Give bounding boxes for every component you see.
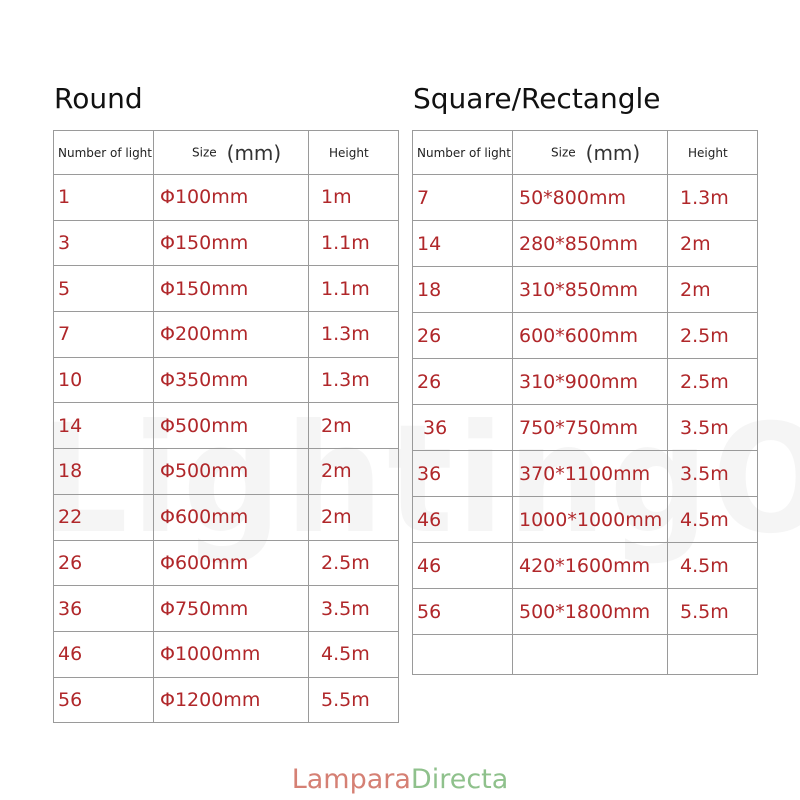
cell-number: 22	[54, 494, 154, 540]
table-row	[54, 449, 399, 495]
cell-number: 46	[413, 497, 513, 543]
table-row	[413, 543, 758, 589]
table-row	[413, 359, 758, 405]
cell-number: 26	[54, 540, 154, 586]
cell-height: 1.1m	[309, 266, 399, 312]
table-row	[413, 221, 758, 267]
table-row	[413, 497, 758, 543]
cell-size: Φ1200mm	[154, 677, 309, 723]
table-row	[413, 405, 758, 451]
cell-height: 2m	[309, 449, 399, 495]
cell-height: 2.5m	[668, 359, 758, 405]
cell-number: 1	[54, 175, 154, 221]
cell-size: Φ100mm	[154, 175, 309, 221]
cell-height: 2m	[309, 494, 399, 540]
cell-size: 420*1600mm	[513, 543, 668, 589]
table-row-empty	[413, 635, 758, 675]
table-row	[54, 631, 399, 677]
cell-height: 2.5m	[668, 313, 758, 359]
table-row	[54, 357, 399, 403]
cell-size: 600*600mm	[513, 313, 668, 359]
square-spec-table	[412, 130, 758, 675]
cell-number: 7	[54, 312, 154, 358]
cell-number: 56	[413, 589, 513, 635]
table-row	[54, 312, 399, 358]
cell-size: 370*1100mm	[513, 451, 668, 497]
cell-empty	[413, 635, 513, 675]
cell-height: 1.1m	[309, 220, 399, 266]
header-number-of-light: Number of light	[54, 131, 154, 175]
cell-height: 5.5m	[668, 589, 758, 635]
header-unit: (mm)	[226, 140, 282, 165]
cell-number: 26	[413, 313, 513, 359]
table-header-row	[413, 131, 758, 175]
cell-number: 3	[54, 220, 154, 266]
cell-number: 7	[413, 175, 513, 221]
cell-size: 500*1800mm	[513, 589, 668, 635]
cell-number: 14	[413, 221, 513, 267]
cell-size: Φ500mm	[154, 403, 309, 449]
cell-number: 46	[413, 543, 513, 589]
cell-empty	[513, 635, 668, 675]
cell-number: 36	[413, 405, 513, 451]
cell-height: 3.5m	[668, 405, 758, 451]
cell-size: Φ200mm	[154, 312, 309, 358]
cell-empty	[668, 635, 758, 675]
table-row	[54, 220, 399, 266]
cell-height: 1m	[309, 175, 399, 221]
cell-height: 2m	[668, 221, 758, 267]
cell-number: 10	[54, 357, 154, 403]
round-spec-table	[53, 130, 399, 723]
table-row	[54, 494, 399, 540]
cell-height: 3.5m	[668, 451, 758, 497]
header-height: Height	[668, 131, 758, 175]
cell-size: Φ750mm	[154, 586, 309, 632]
table-row	[413, 175, 758, 221]
table-row	[54, 175, 399, 221]
cell-size: Φ1000mm	[154, 631, 309, 677]
cell-height: 1.3m	[309, 312, 399, 358]
cell-size: Φ150mm	[154, 266, 309, 312]
cell-size: 310*850mm	[513, 267, 668, 313]
cell-height: 2m	[668, 267, 758, 313]
brand-logo-text: LamparaDirecta	[291, 764, 509, 795]
cell-number: 56	[54, 677, 154, 723]
cell-size: Φ500mm	[154, 449, 309, 495]
table-row	[413, 313, 758, 359]
cell-size: 1000*1000mm	[513, 497, 668, 543]
header-number-of-light: Number of light	[413, 131, 513, 175]
cell-number: 36	[413, 451, 513, 497]
header-size: Size (mm)	[513, 131, 668, 175]
cell-size: Φ600mm	[154, 540, 309, 586]
table-row	[54, 403, 399, 449]
cell-size: 280*850mm	[513, 221, 668, 267]
cell-height: 2.5m	[309, 540, 399, 586]
table-row	[54, 540, 399, 586]
table-row	[413, 589, 758, 635]
table-row	[54, 677, 399, 723]
cell-number: 14	[54, 403, 154, 449]
header-height: Height	[309, 131, 399, 175]
cell-height: 4.5m	[668, 497, 758, 543]
square-section-title: Square/Rectangle	[413, 82, 661, 115]
table-header-row	[54, 131, 399, 175]
cell-number: 5	[54, 266, 154, 312]
cell-number: 18	[54, 449, 154, 495]
cell-size: Φ350mm	[154, 357, 309, 403]
table-row	[413, 451, 758, 497]
cell-height: 5.5m	[309, 677, 399, 723]
cell-size: Φ150mm	[154, 220, 309, 266]
cell-size: 750*750mm	[513, 405, 668, 451]
cell-height: 4.5m	[668, 543, 758, 589]
table-row	[54, 586, 399, 632]
cell-height: 3.5m	[309, 586, 399, 632]
cell-number: 36	[54, 586, 154, 632]
cell-number: 18	[413, 267, 513, 313]
table-row	[54, 266, 399, 312]
cell-number: 46	[54, 631, 154, 677]
cell-height: 4.5m	[309, 631, 399, 677]
cell-number: 26	[413, 359, 513, 405]
header-size: Size (mm)	[154, 131, 309, 175]
header-unit: (mm)	[585, 140, 641, 165]
cell-size: 50*800mm	[513, 175, 668, 221]
cell-height: 1.3m	[309, 357, 399, 403]
cell-size: 310*900mm	[513, 359, 668, 405]
cell-height: 1.3m	[668, 175, 758, 221]
cell-height: 2m	[309, 403, 399, 449]
round-section-title: Round	[54, 82, 143, 115]
table-row	[413, 267, 758, 313]
cell-size: Φ600mm	[154, 494, 309, 540]
